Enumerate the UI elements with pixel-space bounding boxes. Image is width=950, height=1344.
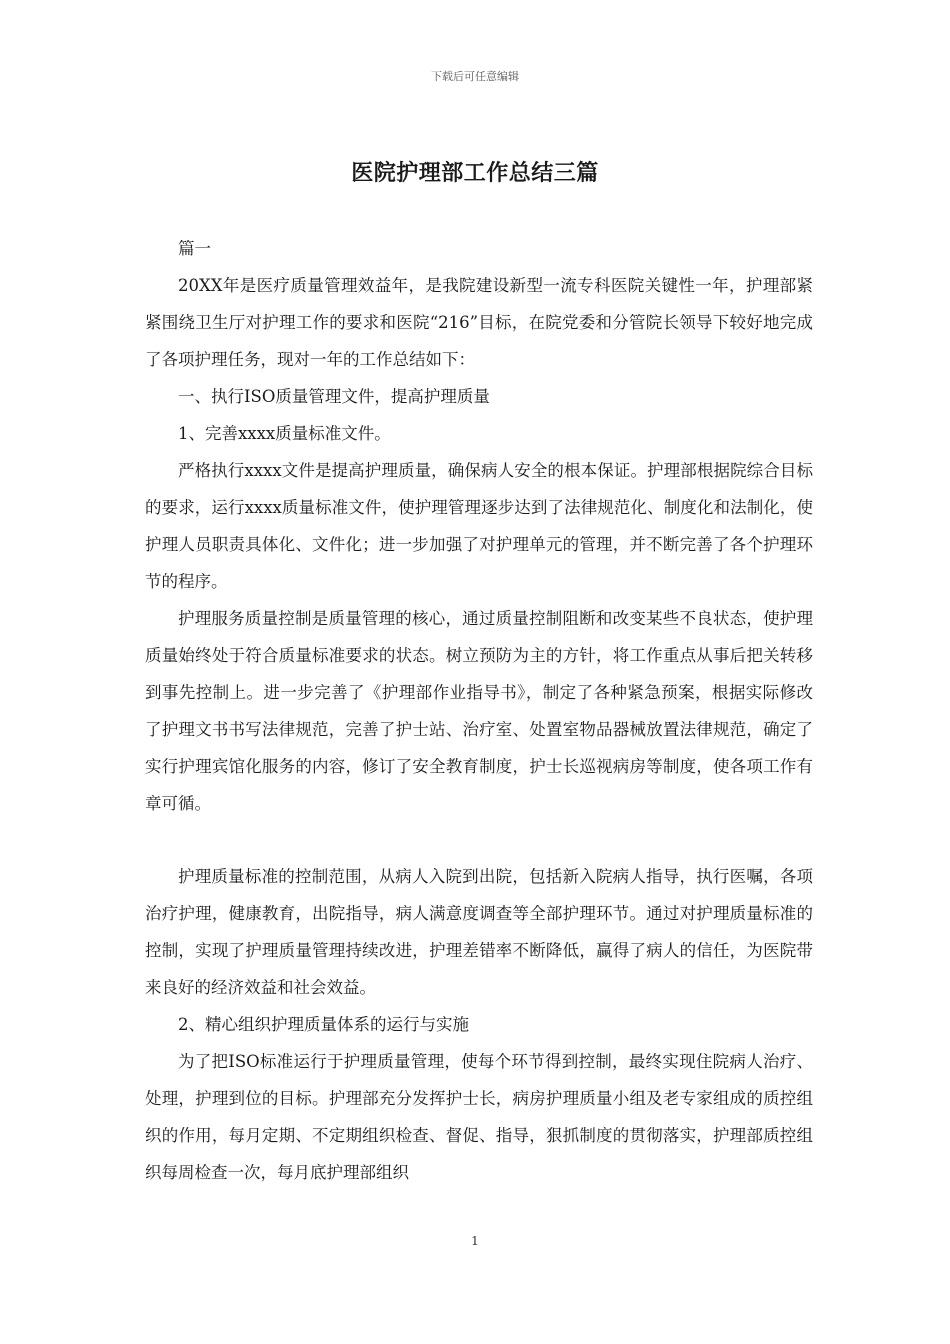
- subheading-1: 1、完善xxxx质量标准文件。: [178, 424, 391, 443]
- section-label: 篇一: [178, 239, 211, 258]
- document-title: 医院护理部工作总结三篇: [351, 160, 599, 186]
- page-header-note: 下载后可任意编辑: [431, 70, 519, 83]
- subheading-2: 2、精心组织护理质量体系的运行与实施: [178, 1015, 469, 1034]
- paragraph-body: 为了把ISO标准运行于护理质量管理，使每个环节得到控制，最终实现住院病人治疗、处理，护理到位的目标。护理部充分发挥护士长，病房护理质量小组及老专家组成的质控组织的作用，每月定期、不定期组织检查、督促、指导，狠抓制度的贯彻落实，护理部质控组织每周检查一次，每月底护理部组织: [145, 1052, 813, 1182]
- page-number: 1: [471, 1234, 479, 1248]
- paragraph-body: 护理质量标准的控制范围，从病人入院到出院，包括新入院病人指导，执行医嘱，各项治疗护理，健康教育，出院指导，病人满意度调查等全部护理环节。通过对护理质量标准的控制，实现了护理质量管理持续改进，护理差错率不断降低，赢得了病人的信任，为医院带来良好的经济效益和社会效益。: [145, 867, 813, 997]
- paragraph-body: 严格执行xxxx文件是提高护理质量，确保病人安全的根本保证。护理部根据院综合目标的要求，运行xxxx质量标准文件，使护理管理逐步达到了法律规范化、制度化和法制化，使护理人员职责具体化、文件化；进一步加强了对护理单元的管理，并不断完善了各个护理环节的程序。: [145, 461, 813, 591]
- paragraph-intro: 20XX年是医疗质量管理效益年，是我院建设新型一流专科医院关键性一年，护理部紧紧围绕卫生厅对护理工作的要求和医院“216”目标，在院党委和分管院长领导下较好地完成了各项护理任务，现对一年的工作总结如下：: [145, 276, 813, 369]
- heading-section-1: 一、执行ISO质量管理文件，提高护理质量: [178, 387, 490, 406]
- paragraph-body: 护理服务质量控制是质量管理的核心，通过质量控制阻断和改变某些不良状态，使护理质量始终处于符合质量标准要求的状态。树立预防为主的方针，将工作重点从事后把关转移到事先控制上。进一步完善了《护理部作业指导书》，制定了各种紧急预案，根据实际修改了护理文书书写法律规范，完善了护士站、治疗室、处置室物品器械放置法律规范，确定了实行护理宾馆化服务的内容，修订了安全教育制度，护士长巡视病房等制度，使各项工作有章可循。: [145, 609, 813, 813]
- document-body: [145, 230, 813, 1191]
